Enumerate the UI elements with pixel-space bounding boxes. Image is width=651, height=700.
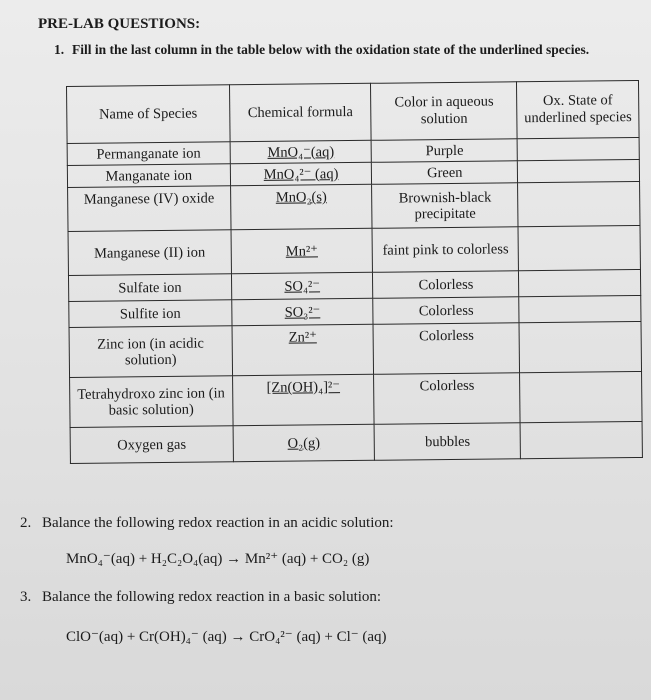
question-3-number: 3. [20, 589, 32, 605]
species-name: Oxygen gas [70, 426, 233, 464]
question-1-text: Fill in the last column in the table below with the oxidation state of the underlined species. [72, 42, 590, 57]
ox-state-answer-cell[interactable] [520, 421, 642, 458]
question-2-number: 2. [20, 515, 32, 531]
species-name: Manganese (II) ion [68, 230, 231, 276]
solution-color: Colorless [374, 373, 520, 425]
table-row [70, 421, 642, 463]
solution-color: Colorless [373, 297, 519, 325]
col-header-color: Color in aqueous solution [371, 82, 517, 141]
solution-color: bubbles [375, 423, 521, 461]
species-name: Permanganate ion [67, 142, 230, 166]
chemical-formula: Mn²⁺ [231, 228, 373, 273]
ox-state-answer-cell[interactable] [519, 295, 641, 322]
chemical-formula: SO₄²⁻ [231, 272, 373, 299]
species-name: Sulfate ion [68, 274, 231, 302]
species-name: Zinc ion (in acidic solution) [69, 326, 232, 378]
species-name: Tetrahydroxo zinc ion (in basic solution) [70, 376, 233, 428]
table-row [68, 181, 640, 231]
table-header-row [67, 81, 640, 144]
chemical-formula: SO₃²⁻ [231, 298, 373, 325]
solution-color: Colorless [373, 323, 519, 375]
ox-state-answer-cell[interactable] [519, 269, 641, 296]
species-name: Manganese (IV) oxide [68, 186, 231, 232]
col-header-ox-state: Ox. State of underlined species [517, 81, 639, 139]
col-header-formula: Chemical formula [229, 83, 371, 141]
table-row [70, 371, 642, 427]
species-name: Manganate ion [67, 164, 230, 188]
chemical-formula: MnO₄⁻(aq) [230, 140, 372, 163]
solution-color: Green [372, 161, 518, 185]
ox-state-answer-cell[interactable] [518, 181, 640, 226]
species-name: Sulfite ion [69, 300, 232, 328]
question-1 [54, 42, 644, 58]
ox-state-answer-cell[interactable] [517, 160, 639, 183]
col-header-name: Name of Species [67, 85, 230, 144]
chemical-formula: MnO₂(s) [230, 184, 372, 229]
solution-color: Colorless [373, 271, 519, 299]
question-3 [20, 589, 381, 606]
species-table [66, 80, 643, 464]
question-3-equation: ClO⁻(aq) + Cr(OH)₄⁻ (aq) → CrO₄²⁻ (aq) + Cl⁻ (aq) [66, 629, 387, 645]
question-2-text: Balance the following redox reaction in an acidic solution: [42, 515, 394, 531]
ox-state-answer-cell[interactable] [520, 371, 642, 422]
ox-state-answer-cell[interactable] [517, 138, 639, 161]
question-2-equation: MnO₄⁻(aq) + H₂C₂O₄(aq) → Mn²⁺ (aq) + CO₂ (g) [66, 551, 370, 567]
chemical-formula: O₂(g) [233, 424, 375, 461]
table-row [68, 225, 640, 275]
chemical-formula: MnO₄²⁻ (aq) [230, 162, 372, 185]
chemical-formula: Zn²⁺ [232, 324, 374, 375]
solution-color: Purple [372, 139, 518, 163]
question-2 [20, 515, 394, 532]
page-title: PRE-LAB QUESTIONS: [38, 16, 201, 32]
solution-color: faint pink to colorless [372, 227, 518, 273]
question-1-number: 1. [54, 42, 65, 57]
question-3-text: Balance the following redox reaction in a basic solution: [42, 589, 382, 605]
solution-color: Brownish-black precipitate [372, 183, 518, 229]
ox-state-answer-cell[interactable] [518, 225, 640, 270]
table-row [69, 321, 641, 377]
ox-state-answer-cell[interactable] [519, 321, 641, 372]
chemical-formula: [Zn(OH)₄]²⁻ [232, 374, 374, 425]
